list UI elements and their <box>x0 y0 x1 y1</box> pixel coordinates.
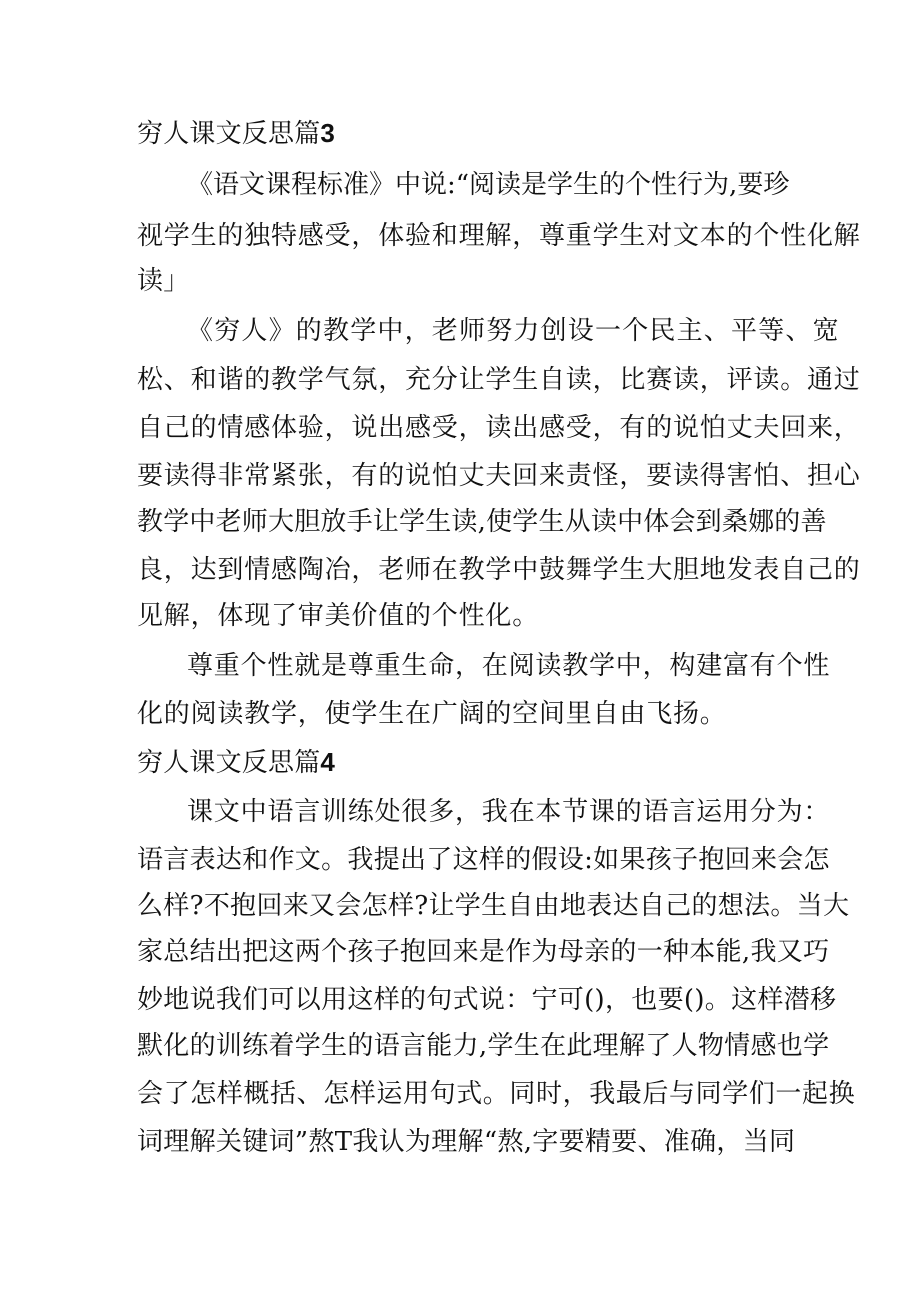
section-heading-4 <box>137 744 335 781</box>
paragraph-line: 视学生的独特感受，体验和理解，尊重学生对文本的个性化解 <box>137 221 861 251</box>
paragraph-line: 要读得非常紧张，有的说怕丈夫回来责怪，要读得害怕、担心 <box>137 461 861 491</box>
paragraph-line: 尊重个性就是尊重生命，在阅读教学中，构建富有个性 <box>187 651 831 681</box>
paragraph-line: 课文中语言训练处很多，我在本节课的语言运用分为： <box>187 797 831 827</box>
paragraph-line: 自己的情感体验，说出感受，读出感受，有的说怕丈夫回来， <box>137 413 861 443</box>
section-heading-number: 3 <box>320 118 336 148</box>
paragraph-line: 默化的训练着学生的语言能力,学生在此理解了人物情感也学 <box>137 1031 830 1061</box>
paragraph-line: 词理解关键词”熬T我认为理解“熬,字要精要、准确，当同 <box>137 1127 796 1157</box>
paragraph-line: 会了怎样概括、怎样运用句式。同时，我最后与同学们一起换 <box>137 1079 856 1109</box>
paragraph-line: 妙地说我们可以用这样的句式说：宁可()，也要()。这样潜移 <box>137 985 837 1015</box>
paragraph-line: 松、和谐的教学气氛，充分让学生自读，比赛读，评读。通过 <box>137 365 861 395</box>
paragraph-line: 见解，体现了审美价值的个性化。 <box>137 601 540 631</box>
paragraph-line: 读」 <box>137 266 190 296</box>
paragraph-line: 么样?不抱回来又会怎样?让学生自由地表达自己的想法。当大 <box>137 891 850 921</box>
section-heading-3 <box>137 115 335 152</box>
paragraph-line: 《语文课程标准》中说:“阅读是学生的个性行为,要珍 <box>187 170 790 200</box>
paragraph-line: 良，达到情感陶冶，老师在教学中鼓舞学生大胆地发表自己的 <box>137 555 861 585</box>
section-heading-text: 穷人课文反思篇 <box>137 748 321 778</box>
section-heading-number: 4 <box>320 747 336 777</box>
paragraph-line: 教学中老师大胆放手让学生读,使学生从读中体会到桑娜的善 <box>137 507 827 537</box>
paragraph-line: 《穷人》的教学中，老师努力创设一个民主、平等、宽 <box>187 316 840 346</box>
paragraph-line: 化的阅读教学，使学生在广阔的空间里自由飞扬。 <box>137 699 727 729</box>
section-heading-text: 穷人课文反思篇 <box>137 119 321 149</box>
paragraph-line: 语言表达和作文。我提出了这样的假设:如果孩子抱回来会怎 <box>137 845 830 875</box>
paragraph-line: 家总结出把这两个孩子抱回来是作为母亲的一种本能,我又巧 <box>137 937 830 967</box>
